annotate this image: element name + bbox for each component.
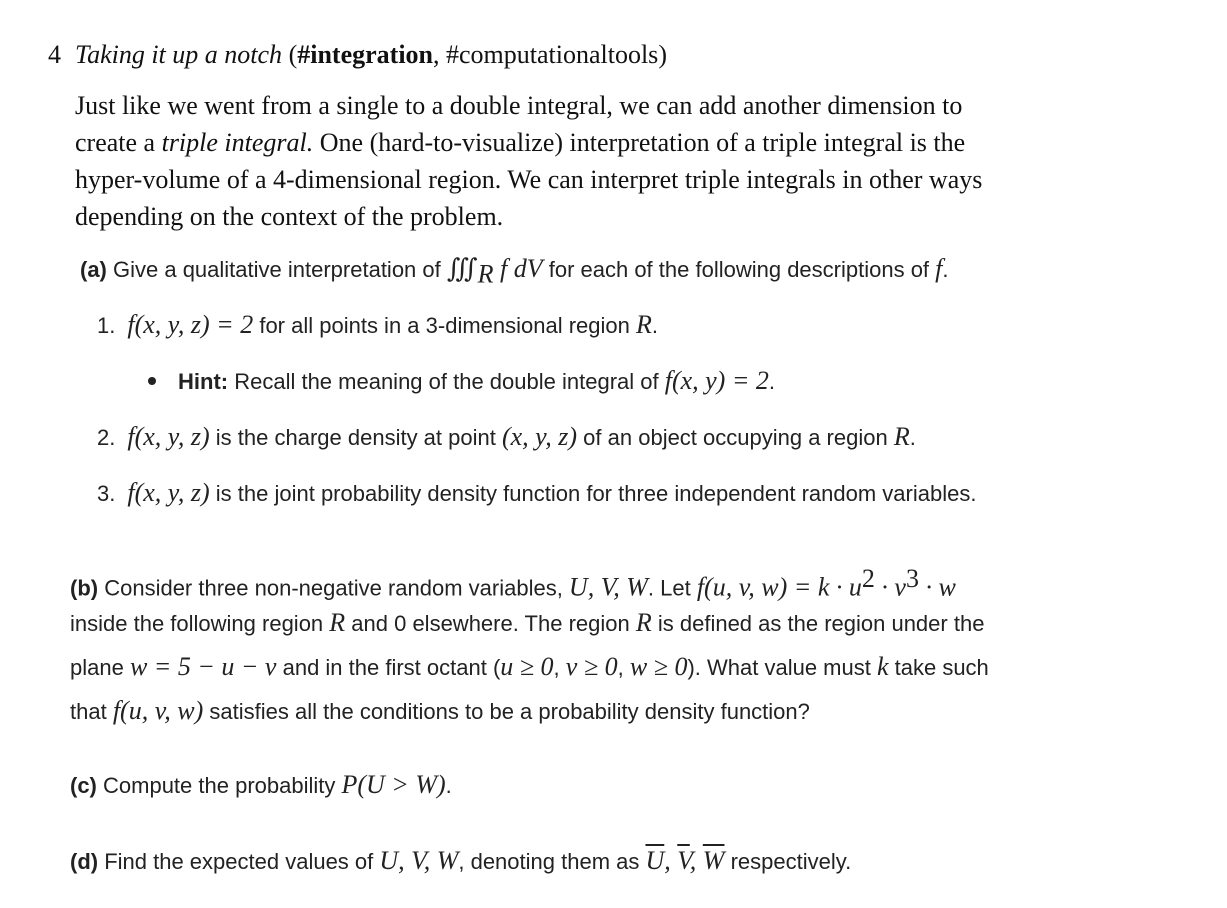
part-a-text: for each of the following descriptions of [542,257,936,282]
part-c-label: (c) [70,773,97,798]
region-r: R [329,608,346,637]
mean-w: $\overline{W}$ [702,846,725,875]
intro-paragraph [75,87,1175,235]
octant-condition: v ≥ 0 [565,652,618,681]
part-a-item-1 [97,310,658,340]
section-title: Taking it up a notch [75,40,283,69]
hint-text: Recall the meaning of the double integral of [228,369,665,394]
triple-integral-symbol: ∭ [446,254,478,283]
part-d-text: , denoting them as [458,849,646,874]
random-variables: U, V, W [568,572,648,602]
constant-k: k [876,652,889,681]
item-text: of an object occupying a region [577,425,894,450]
separator: , [689,846,703,875]
part-d-label: (d) [70,849,99,874]
part-a-item-2 [97,422,916,452]
part-a-label: (a) [80,257,107,282]
item-text: . [909,425,916,450]
intro-text: One (hard-to-visualize) interpretation of a triple integral is the [313,128,966,157]
part-b-text: . Let [647,575,697,601]
plane-equation: w = 5 − u − v [129,652,277,681]
part-b-line-4 [70,696,810,726]
separator: , [664,846,678,875]
part-b-text: is defined as the region under the [651,611,985,636]
octant-condition: u ≥ 0 [500,652,554,681]
random-variables: U, V, W [379,846,459,875]
part-a-text: Give a qualitative interpretation of [106,257,447,282]
part-b-line-3 [70,652,989,682]
bullet-icon [148,377,156,385]
item-text: is the joint probability density function for three independent random variables. [209,481,977,506]
octant-condition: w ≥ 0 [629,652,688,681]
integrand: f dV [493,254,543,283]
intro-emphasis: triple integral. [161,128,314,157]
region-r: R [893,422,910,451]
tag-integration: #integration [297,40,433,69]
intro-line-4: depending on the context of the problem. [75,202,504,231]
item-text: for all points in a 3-dimensional region [253,313,636,338]
hint-math: f(x, y) = 2 [664,366,769,395]
item-text: . [651,313,658,338]
part-b-line-1 [70,564,956,602]
region-r: R [635,310,652,339]
intro-line-1: Just like we went from a single to a double integral, we can add another dimension to [75,91,963,120]
hint-text: . [768,369,776,394]
part-c-question [70,770,452,800]
part-b-text: ). What value must [687,655,877,680]
part-b-text: inside the following region [70,611,330,636]
intro-text: create a [75,128,162,157]
item-text: is the charge density at point [209,425,502,450]
intro-line-3: hyper-volume of a 4-dimensional region. We can interpret triple integrals in other ways [75,165,983,194]
section-number: 4 [48,40,61,69]
part-d-text: respectively. [724,849,852,874]
item-number: 1. [97,313,116,338]
part-a-hint [148,366,775,396]
part-b-text: plane [70,655,130,680]
part-c-text: . [445,773,452,798]
point-xyz: (x, y, z) [501,422,578,451]
part-b-text: and 0 elsewhere. The region [345,611,636,636]
mean-u: $\overline{U}$ [645,846,665,875]
tag-computationaltools: #computationaltools [446,40,659,69]
part-b-line-2 [70,608,984,638]
part-d-question [70,846,851,876]
exponent: 3 [905,564,919,593]
item-math: f(x, y, z) [127,478,210,507]
region-r: R [635,608,652,637]
integral-subscript: R [477,259,494,289]
part-a-question [80,254,949,289]
part-d-text: Find the expected values of [98,849,380,874]
part-a-text: . [942,257,949,282]
pdf-formula: f(u, v, w) = k · u [696,572,862,602]
item-number: 3. [97,481,116,506]
part-b-text: satisfies all the conditions to be a probability density function? [203,699,810,724]
part-b-text: that [70,699,113,724]
mean-v: $\overline{V}$ [677,846,690,875]
part-a-item-3 [97,478,976,508]
pdf-formula: · w [918,572,956,602]
part-c-text: Compute the probability [96,773,342,798]
pdf-formula: · v [874,572,906,602]
function-f: f [935,254,943,283]
item-math: f(x, y, z) = 2 [127,310,254,339]
section-header: 4 Taking it up a notch (#integration, #computationaltools) [48,40,667,69]
part-b-text: take such [888,655,989,680]
part-b-text: and in the first octant ( [276,655,501,680]
part-b-text: , [617,655,630,680]
probability-expression: P(U > W) [341,770,446,799]
intro-line-2 [75,124,1175,161]
hint-label: Hint: [178,369,229,394]
part-b-label: (b) [70,575,99,601]
part-b-text: , [553,655,566,680]
part-b-text: Consider three non-negative random variables, [98,575,569,601]
pdf-function: f(u, v, w) [112,696,204,725]
exponent: 2 [861,564,875,593]
item-math: f(x, y, z) [127,422,210,451]
item-number: 2. [97,425,116,450]
